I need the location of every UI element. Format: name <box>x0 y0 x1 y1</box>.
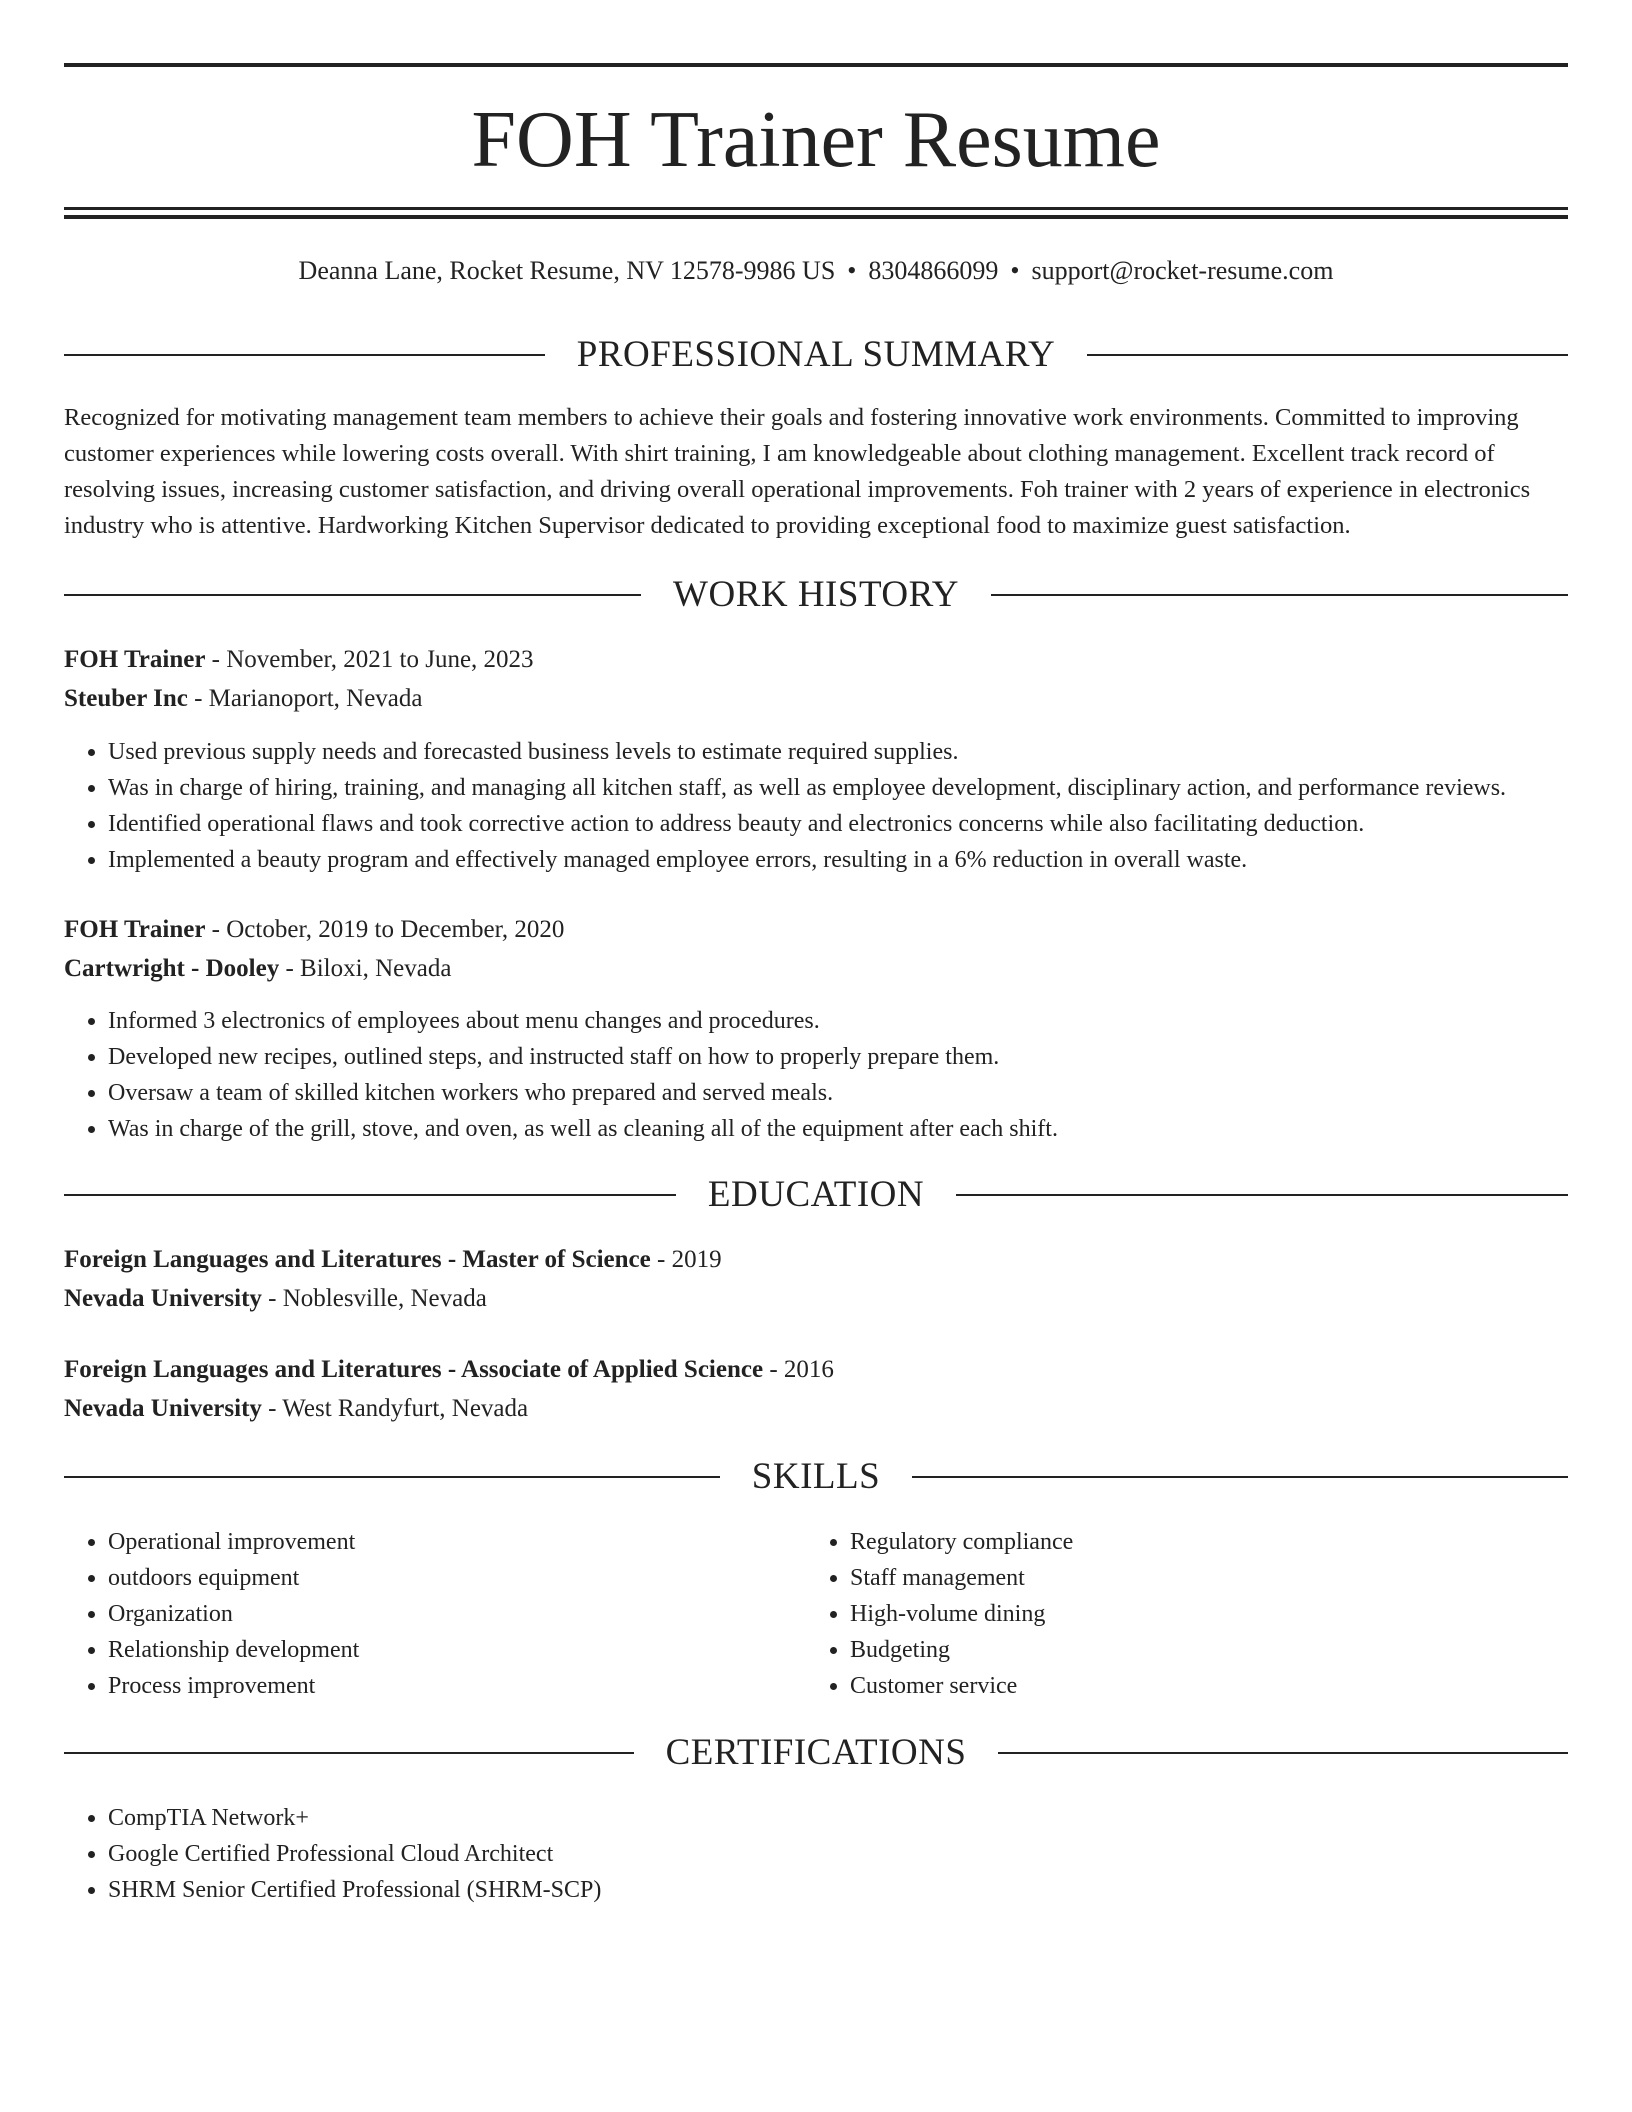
section-heading-certifications <box>64 1731 1568 1775</box>
job-title: FOH Trainer <box>64 646 206 673</box>
degree: Foreign Languages and Literatures - Associate of Applied Science <box>64 1356 764 1383</box>
list-item: • Process improvement <box>108 1668 788 1704</box>
section-rule-right <box>991 594 1568 596</box>
section-heading-work <box>64 573 1568 617</box>
list-item: • Was in charge of the grill, stove, and oven, as well as cleaning all of the equipment after each shift. <box>108 1111 1592 1147</box>
title-rule-upper <box>64 207 1568 210</box>
degree-row <box>64 1350 1592 1389</box>
section-rule-left <box>64 1476 720 1478</box>
contact-separator: • <box>1010 256 1020 285</box>
top-rule <box>64 63 1568 67</box>
list-item: • Staff management <box>850 1560 1530 1596</box>
degree-year: - 2016 <box>763 1356 834 1383</box>
list-item: • Identified operational flaws and took corrective action to address beauty and electronics concerns while also facilitating deduction. <box>108 806 1592 842</box>
degree-row <box>64 1240 1592 1279</box>
skills-list-left <box>64 1524 788 1704</box>
section-title: CERTIFICATIONS <box>665 1732 967 1773</box>
list-item: • Implemented a beauty program and effectively managed employee errors, resulting in a 6% reduction in overall waste. <box>108 842 1592 878</box>
section-heading-skills <box>64 1455 1568 1499</box>
school: Nevada University <box>64 1285 262 1312</box>
section-title: SKILLS <box>751 1456 881 1497</box>
education-entry-2 <box>64 1350 1592 1428</box>
list-item: • outdoors equipment <box>108 1560 788 1596</box>
job-1-bullets <box>64 734 1592 878</box>
job-entry-2 <box>64 910 1592 988</box>
contact-email: support@rocket-resume.com <box>1031 256 1334 285</box>
list-item: • Customer service <box>850 1668 1530 1704</box>
section-rule-left <box>64 354 545 356</box>
job-company-row <box>64 949 1592 988</box>
section-heading-summary <box>64 333 1568 377</box>
section-rule-left <box>64 594 641 596</box>
degree-year: - 2019 <box>650 1246 722 1273</box>
job-dates: - October, 2019 to December, 2020 <box>205 916 565 943</box>
job-title-row <box>64 910 1592 949</box>
contact-address: Deanna Lane, Rocket Resume, NV 12578-9986 US <box>298 256 836 285</box>
job-location: - Marianoport, Nevada <box>187 685 423 712</box>
list-item: • Informed 3 electronics of employees about menu changes and procedures. <box>108 1003 1592 1039</box>
section-heading-education <box>64 1173 1568 1217</box>
school-location: - Noblesville, Nevada <box>261 1285 487 1312</box>
school-row <box>64 1279 1592 1318</box>
title-rule-lower <box>64 215 1568 219</box>
job-dates: - November, 2021 to June, 2023 <box>205 646 534 673</box>
list-item: • Operational improvement <box>108 1524 788 1560</box>
job-company-row <box>64 679 1592 718</box>
list-item: • SHRM Senior Certified Professional (SHRM-SCP) <box>108 1872 1592 1908</box>
education-entry-1 <box>64 1240 1592 1318</box>
school: Nevada University <box>64 1395 262 1422</box>
school-location: - West Randyfurt, Nevada <box>261 1395 529 1422</box>
degree: Foreign Languages and Literatures - Master of Science <box>64 1246 651 1273</box>
section-rule-left <box>64 1194 676 1196</box>
list-item: • Organization <box>108 1596 788 1632</box>
section-title: PROFESSIONAL SUMMARY <box>576 334 1056 375</box>
list-item: • Oversaw a team of skilled kitchen workers who prepared and served meals. <box>108 1075 1592 1111</box>
summary-paragraph: Recognized for motivating management team members to achieve their goals and fostering innovative work environments. Committed to improving customer experiences while lowering costs overall. With shirt training, I am knowledgeable about clothing management. Excellent track record of resolving issues, increasing customer satisfaction, and driving overall operational improvements. Foh trainer with 2 years of experience in electronics industry who is attentive. Hardworking Kitchen Supervisor dedicated to providing exceptional food to maximize guest satisfaction. <box>64 404 1531 539</box>
job-company: Cartwright - Dooley <box>64 955 280 982</box>
list-item: • Budgeting <box>850 1632 1530 1668</box>
job-title: FOH Trainer <box>64 916 206 943</box>
skills-list-right <box>806 1524 1530 1704</box>
job-location: - Biloxi, Nevada <box>279 955 452 982</box>
job-company: Steuber Inc <box>64 685 188 712</box>
section-rule-right <box>912 1476 1568 1478</box>
section-rule-left <box>64 1752 634 1754</box>
job-title-row <box>64 640 1592 679</box>
section-title: WORK HISTORY <box>673 574 959 615</box>
certifications-list <box>64 1800 1592 1908</box>
section-rule-right <box>1087 354 1568 356</box>
list-item: • Regulatory compliance <box>850 1524 1530 1560</box>
list-item: • Was in charge of hiring, training, and managing all kitchen staff, as well as employee development, disciplinary action, and performance reviews. <box>108 770 1592 806</box>
job-entry-1 <box>64 640 1592 718</box>
list-item: • Used previous supply needs and forecasted business levels to estimate required supplies. <box>108 734 1592 770</box>
school-row <box>64 1389 1592 1428</box>
section-rule-right <box>998 1752 1568 1754</box>
job-2-bullets <box>64 1003 1592 1147</box>
contact-line <box>64 254 1568 288</box>
contact-separator: • <box>847 256 857 285</box>
list-item: • Developed new recipes, outlined steps, and instructed staff on how to properly prepare them. <box>108 1039 1592 1075</box>
list-item: • Google Certified Professional Cloud Architect <box>108 1836 1592 1872</box>
list-item: • High-volume dining <box>850 1596 1530 1632</box>
section-title: EDUCATION <box>707 1174 925 1215</box>
contact-phone: 8304866099 <box>868 256 999 285</box>
section-rule-right <box>956 1194 1568 1196</box>
list-item: • CompTIA Network+ <box>108 1800 1592 1836</box>
list-item: • Relationship development <box>108 1632 788 1668</box>
page-title: FOH Trainer Resume <box>471 96 1161 184</box>
